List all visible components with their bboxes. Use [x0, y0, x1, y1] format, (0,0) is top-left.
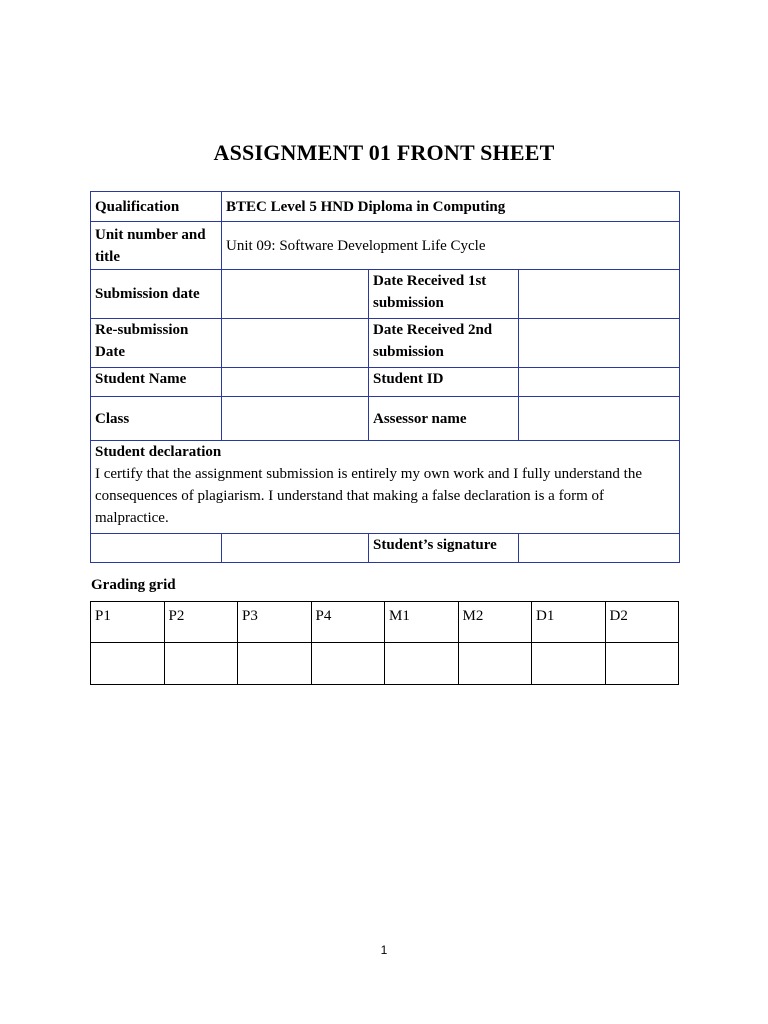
grade-value-m2[interactable]: [458, 643, 532, 685]
declaration-text: I certify that the assignment submission is entirely my own work and I fully understand the consequences of plagiarism. I understand that making a false declaration is a form of malpractice.: [95, 466, 642, 526]
date-received-1st-field[interactable]: [519, 270, 680, 319]
submission-date-row: [91, 270, 680, 319]
grade-value-d1[interactable]: [532, 643, 606, 685]
grade-header-d2: D2: [605, 602, 679, 643]
declaration-heading: Student declaration: [95, 444, 222, 460]
qualification-label: Qualification: [91, 192, 222, 222]
grade-value-p2[interactable]: [164, 643, 238, 685]
grade-header-m2: M2: [458, 602, 532, 643]
date-received-2nd-field[interactable]: [519, 319, 680, 368]
grade-value-p3[interactable]: [238, 643, 312, 685]
student-id-field[interactable]: [519, 368, 680, 397]
student-id-label: Student ID: [369, 368, 519, 397]
signature-blank-1: [91, 534, 222, 563]
grading-value-row: [91, 643, 679, 685]
resubmission-date-label: Re-submission Date: [91, 319, 222, 368]
unit-row: [91, 222, 680, 270]
signature-blank-2: [222, 534, 369, 563]
declaration-row: [91, 441, 680, 534]
assessor-name-label: Assessor name: [369, 397, 519, 441]
submission-date-label: Submission date: [91, 270, 222, 319]
grade-value-m1[interactable]: [385, 643, 459, 685]
student-name-label: Student Name: [91, 368, 222, 397]
grade-header-p3: P3: [238, 602, 312, 643]
date-received-2nd-label: Date Received 2nd submission: [369, 319, 519, 368]
class-field[interactable]: [222, 397, 369, 441]
page-number: 1: [380, 943, 388, 957]
document-title: ASSIGNMENT 01 FRONT SHEET: [213, 140, 555, 165]
student-name-field[interactable]: [222, 368, 369, 397]
qualification-row: [91, 192, 680, 222]
resubmission-date-row: [91, 319, 680, 368]
grade-value-d2[interactable]: [605, 643, 679, 685]
student-name-row: [91, 368, 680, 397]
signature-row: [91, 534, 680, 563]
grading-grid: [90, 601, 679, 685]
class-label: Class: [91, 397, 222, 441]
grading-header-row: [91, 602, 679, 643]
student-declaration: [91, 441, 680, 534]
date-received-1st-label: Date Received 1st submission: [369, 270, 519, 319]
grade-value-p4[interactable]: [311, 643, 385, 685]
grade-header-p4: P4: [311, 602, 385, 643]
unit-label: Unit number and title: [91, 222, 222, 270]
signature-label: Student’s signature: [369, 534, 519, 563]
qualification-value: BTEC Level 5 HND Diploma in Computing: [222, 192, 680, 222]
grade-header-p2: P2: [164, 602, 238, 643]
unit-value: Unit 09: Software Development Life Cycle: [222, 222, 680, 270]
front-sheet-table: [90, 191, 680, 563]
submission-date-field[interactable]: [222, 270, 369, 319]
grade-header-d1: D1: [532, 602, 606, 643]
class-row: [91, 397, 680, 441]
signature-field[interactable]: [519, 534, 680, 563]
resubmission-date-field[interactable]: [222, 319, 369, 368]
grade-header-m1: M1: [385, 602, 459, 643]
assessor-name-field[interactable]: [519, 397, 680, 441]
grade-value-p1[interactable]: [91, 643, 165, 685]
grading-grid-label: Grading grid: [91, 577, 176, 593]
grade-header-p1: P1: [91, 602, 165, 643]
